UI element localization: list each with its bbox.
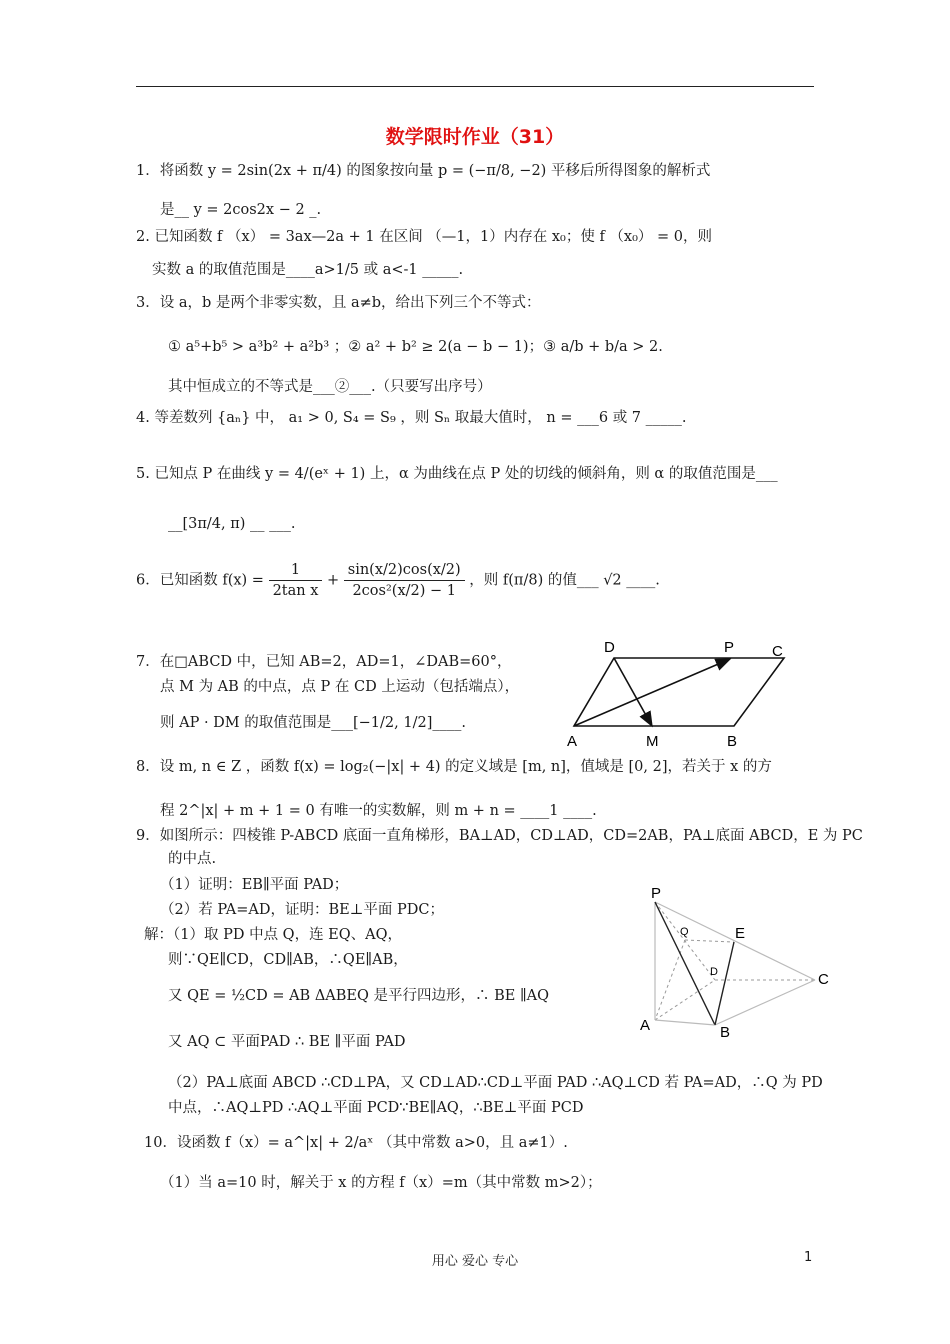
q10-line1: 10．设函数 f（x）= a^|x| + 2/aˣ （其中常数 a>0，且 a≠1）. <box>144 1135 568 1151</box>
q3-line2: ① a⁵+b⁵ > a³b² + a²b³ ；② a² + b² ≥ 2(a − b − 1)；③ a/b + b/a > 2. <box>168 339 663 355</box>
q2-line1: 2. 已知函数 f （x） = 3ax—2a + 1 在区间 （—1，1）内存在 x₀；使 f （x₀） = 0，则 <box>136 229 713 245</box>
page-number: 1 <box>804 1250 813 1265</box>
label-A: A <box>567 733 578 750</box>
q9-sol3: 又 QE = ½CD = AB ΔABEQ 是平行四边形，∴ BE ∥AQ <box>168 988 550 1004</box>
q6-frac2-num: sin(x/2)cos(x/2) <box>344 560 465 581</box>
page-title: 数学限时作业（31） <box>385 126 565 148</box>
edge-be <box>715 942 734 1025</box>
q6-prefix: 6．已知函数 f(x) = <box>136 572 264 589</box>
q7-line3: 则 AP · DM 的取值范围是___[−1/2, 1/2]____. <box>160 715 466 731</box>
q10-line2: （1）当 a=10 时，解关于 x 的方程 f（x）=m（其中常数 m>2）； <box>160 1175 602 1191</box>
vector-ap <box>574 659 730 726</box>
edge-ab <box>655 1020 715 1025</box>
q6-frac2 <box>344 560 465 601</box>
label-D: D <box>604 639 615 656</box>
q6-line <box>136 560 660 601</box>
q6-suffix: ，则 f(π/8) 的值___ √2 ____. <box>469 572 660 589</box>
q9-sol4: 又 AQ ⊂ 平面PAD ∴ BE ∥平面 PAD <box>168 1034 406 1050</box>
pyramid-figure <box>630 880 840 1040</box>
q5-line2: __[3π/4, π) __ ___. <box>168 516 296 532</box>
q1-line2: 是__ y = 2cos2x − 2 _. <box>160 202 322 218</box>
q6-frac2-den: 2cos²(x/2) − 1 <box>352 583 456 599</box>
q9-sol1: 解：（1）取 PD 中点 Q，连 EQ、AQ， <box>144 927 403 943</box>
edge-qe <box>685 940 734 942</box>
edge-ad <box>655 980 715 1020</box>
q9-part1: （1）证明：EB∥平面 PAD； <box>160 877 349 893</box>
q3-line1: 3．设 a，b 是两个非零实数，且 a≠b，给出下列三个不等式： <box>136 295 541 311</box>
q7-line2: 点 M 为 AB 的中点，点 P 在 CD 上运动（包括端点）， <box>160 679 520 695</box>
q6-frac1-num: 1 <box>269 560 323 581</box>
label-Q: Q <box>680 926 689 938</box>
q1-line1: 1．将函数 y = 2sin(2x + π/4) 的图象按向量 p = (−π/8, −2) 平移后所得图象的解析式 <box>136 163 711 179</box>
header-rule <box>136 86 814 87</box>
footer-text: 用心 爱心 专心 <box>431 1254 519 1269</box>
parallelogram-shape <box>574 658 784 726</box>
q6-frac1 <box>269 560 323 601</box>
label-B: B <box>727 733 738 750</box>
edge-pb <box>655 902 715 1025</box>
label-E: E <box>735 925 746 942</box>
label-M: M <box>646 733 659 750</box>
q9-part2: （2）若 PA=AD，证明：BE⊥平面 PDC； <box>160 902 444 918</box>
q2-line2: 实数 a 的取值范围是____a>1/5 或 a<-1 _____. <box>152 262 464 278</box>
q9-sol2: 则∵QE∥CD，CD∥AB，∴QE∥AB， <box>168 952 408 968</box>
q9-line2: 的中点. <box>168 851 217 867</box>
q4-line1: 4. 等差数列 {aₙ} 中， a₁ > 0, S₄ = S₉ ，则 Sₙ 取最大值时， n = ___6 或 7 _____. <box>136 410 687 426</box>
label-C: C <box>818 971 829 988</box>
label-C: C <box>772 643 783 660</box>
label-D: D <box>710 966 718 978</box>
q3-line3: 其中恒成立的不等式是___②___.（只要写出序号） <box>168 379 492 395</box>
vector-dm <box>614 658 652 726</box>
parallelogram-figure <box>560 630 800 755</box>
q6-frac1-den: 2tan x <box>272 583 319 599</box>
q8-line1: 8．设 m, n ∈ Z ，函数 f(x) = log₂(−|x| + 4) 的定义域是 [m, n]，值域是 [0, 2]，若关于 x 的方 <box>136 759 772 775</box>
q5-line1: 5. 已知点 P 在曲线 y = 4/(eˣ + 1) 上，α 为曲线在点 P 处的切线的倾斜角，则 α 的取值范围是___ <box>136 466 778 482</box>
label-P: P <box>724 639 735 656</box>
edge-aq <box>655 940 685 1020</box>
q9-sol6: 中点，∴AQ⊥PD ∴AQ⊥平面 PCD∵BE∥AQ，∴BE⊥平面 PCD <box>168 1100 584 1116</box>
q9-sol5: （2）PA⊥底面 ABCD ∴CD⊥PA，又 CD⊥AD∴CD⊥平面 PAD ∴AQ⊥CD 若 PA=AD，∴Q 为 PD <box>168 1075 823 1091</box>
edge-bc <box>715 980 815 1025</box>
q7-line1: 7．在□ABCD 中，已知 AB=2，AD=1，∠DAB=60°， <box>136 654 512 670</box>
q6-plus: + <box>327 572 340 589</box>
q9-line1: 9．如图所示：四棱锥 P-ABCD 底面一直角梯形，BA⊥AD，CD⊥AD，CD=2AB，PA⊥底面 ABCD，E 为 PC <box>136 828 863 844</box>
label-P: P <box>651 885 662 902</box>
q8-line2: 程 2^|x| + m + 1 = 0 有唯一的实数解，则 m + n = ____1 ____. <box>160 803 597 819</box>
label-A: A <box>640 1017 651 1034</box>
label-B: B <box>720 1024 731 1040</box>
